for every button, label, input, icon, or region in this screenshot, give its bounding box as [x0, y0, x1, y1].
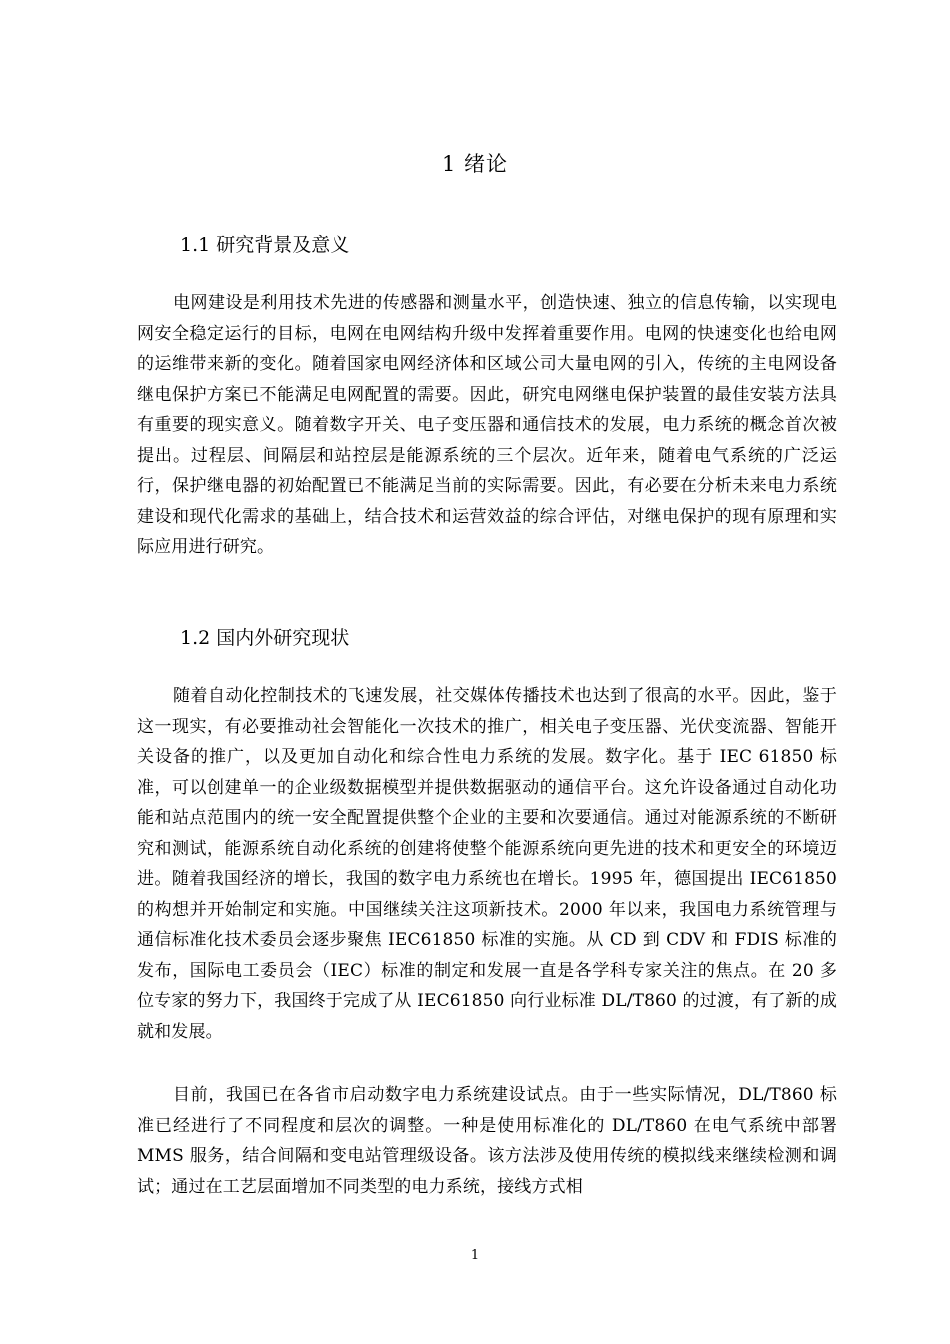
page-number: 1 — [470, 1248, 480, 1263]
paragraph-background: 电网建设是利用技术先进的传感器和测量水平，创造快速、独立的信息传输，以实现电网安全稳定运行的目标，电网在电网结构升级中发挥着重要作用。电网的快速变化也给电网的运维带来新的变化。随着国家电网经济体和区域公司大量电网的引入，传统的主电网设备继电保护方案已不能满足电网配置的需要。因此，研究电网继电保护装置的最佳安装方法具有重要的现实意义。随着数字开关、电子变压器和通信技术的发展，电力系统的概念首次被提出。过程层、间隔层和站控层是能源系统的三个层次。近年来，随着电气系统的广泛运行，保护继电器的初始配置已不能满足当前的实际需要。因此，有必要在分析未来电力系统建设和现代化需求的基础上，结合技术和运营效益的综合评估，对继电保护的现有原理和实际应用进行研究。 — [137, 293, 837, 557]
paragraph-current-status: 目前，我国已在各省市启动数字电力系统建设试点。由于一些实际情况，DL/T860 标准已经进行了不同程度和层次的调整。一种是使用标准化的 DL/T860 在电气系统中部署 MMS 服务，结合间隔和变电站管理级设备。该方法涉及使用传统的模拟线来继续检测和调试；通过在工艺层面增加不同类型的电力系统，接线方式相 — [137, 1085, 837, 1197]
section-heading-1-2: 1.2 国内外研究现状 — [180, 627, 350, 649]
paragraph-research-status: 随着自动化控制技术的飞速发展，社交媒体传播技术也达到了很高的水平。因此，鉴于这一现实，有必要推动社会智能化一次技术的推广，相关电子变压器、光伏变流器、智能开关设备的推广，以及更加自动化和综合性电力系统的发展。数字化。基于 IEC 61850 标准，可以创建单一的企业级数据模型并提供数据驱动的通信平台。这允许设备通过自动化功能和站点范围内的统一安全配置提供整个企业的主要和次要通信。通过对能源系统的不断研究和测试，能源系统自动化系统的创建将使整个能源系统向更先进的技术和更安全的环境迈进。随着我国经济的增长，我国的数字电力系统也在增长。1995 年，德国提出 IEC61850 的构想并开始制定和实施。中国继续关注这项新技术。2000 年以来，我国电力系统管理与通信标准化技术委员会逐步聚焦 IEC61850 标准的实施。从 CD 到 CDV 和 FDIS 标准的发布，国际电工委员会（IEC）标准的制定和发展一直是各学科专家关注的焦点。在 20 多位专家的努力下，我国终于完成了从 IEC61850 向行业标准 DL/T860 的过渡，有了新的成就和发展。 — [137, 686, 837, 1042]
section-heading-1-1: 1.1 研究背景及意义 — [180, 234, 350, 256]
chapter-title: 1 绪论 — [441, 152, 509, 176]
